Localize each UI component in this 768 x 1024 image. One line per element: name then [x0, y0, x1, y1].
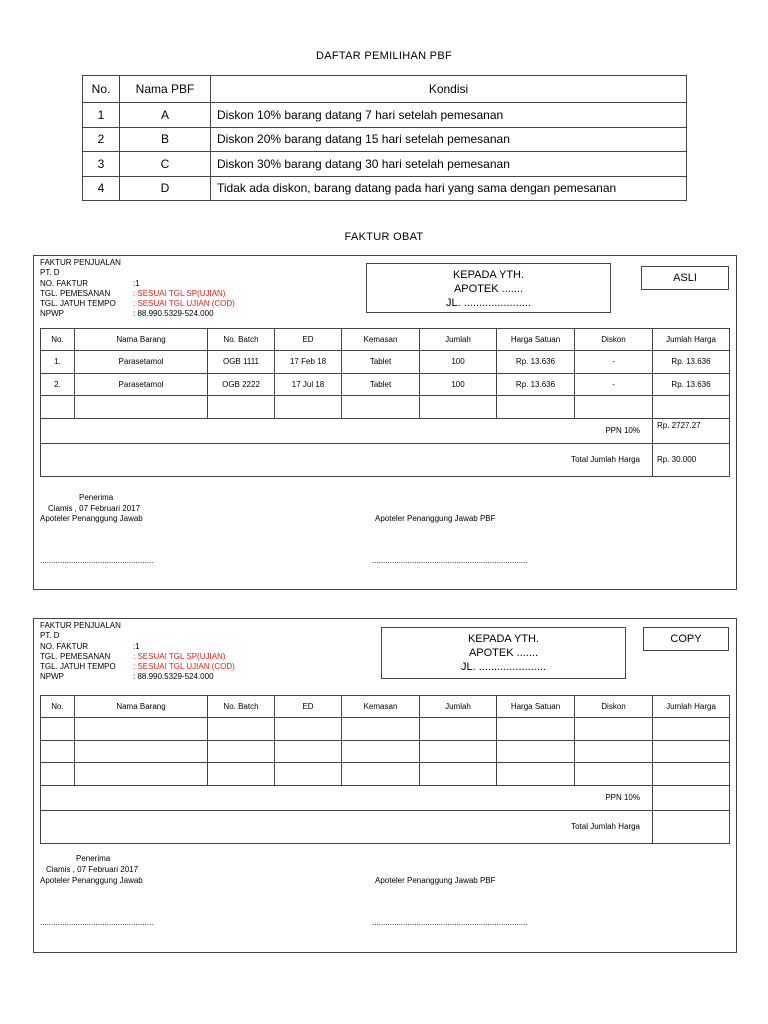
total-label: Total Jumlah Harga	[41, 443, 653, 476]
pbf-no: 3	[83, 152, 120, 177]
tgl-pemesanan-label: TGL. PEMESANAN	[40, 651, 111, 661]
item-nama: Parasetamol	[75, 351, 208, 374]
sign-right-line: ......................................................................	[372, 918, 528, 927]
col-no: No.	[41, 696, 75, 718]
tgl-pemesanan-value: : SESUAI TGL SP(UJIAN)	[133, 288, 226, 298]
sign-left-line: ...................................................	[40, 556, 154, 565]
table-row-empty	[41, 763, 730, 786]
ppn-label: PPN 10%	[41, 785, 653, 810]
item-ed: 17 Jul 18	[275, 373, 342, 396]
total-row	[41, 810, 730, 843]
no-faktur-label: NO. FAKTUR	[40, 641, 89, 651]
items-header	[41, 329, 730, 351]
pbf-kondisi: Diskon 30% barang datang 30 hari setelah pemesanan	[211, 152, 687, 177]
faktur-penjualan: FAKTUR PENJUALAN	[40, 258, 121, 267]
tgl-pemesanan-row	[40, 652, 235, 662]
pbf-kondisi: Diskon 20% barang datang 15 hari setelah pemesanan	[211, 127, 687, 152]
item-batch: OGB 2222	[208, 373, 275, 396]
col-jumlah: Jumlah	[420, 696, 497, 718]
item-batch: OGB 1111	[208, 351, 275, 374]
kepada-box	[366, 263, 611, 313]
tgl-jatuh-tempo-row	[40, 662, 235, 672]
sign-date: Ciamis , 07 Februari 2017	[46, 865, 139, 874]
tgl-jatuh-tempo-value: : SESUAI TGL UJIAN (COD)	[133, 299, 235, 309]
ppn-value: Rp. 2727.27	[653, 418, 730, 443]
npwp-value: : 88.990.5329-524.000	[133, 309, 214, 319]
table-row-empty	[41, 740, 730, 763]
faktur-penjualan: FAKTUR PENJUALAN	[40, 621, 121, 630]
tgl-pemesanan-row	[40, 289, 235, 299]
item-harga: Rp. 13.636	[497, 373, 575, 396]
table-row-empty	[41, 718, 730, 741]
tgl-pemesanan-value: : SESUAI TGL SP(UJIAN)	[133, 651, 226, 661]
no-faktur-row	[40, 642, 235, 652]
pbf-table-header	[83, 76, 687, 103]
no-faktur-value: :1	[133, 641, 140, 651]
no-faktur-row	[40, 279, 235, 289]
pbf-nama: C	[120, 152, 211, 177]
item-kemasan: Tablet	[342, 351, 420, 374]
table-row	[41, 373, 730, 396]
item-no: 1.	[41, 351, 75, 374]
pbf-nama: D	[120, 176, 211, 201]
sign-date: Ciamis , 07 Februari 2017	[48, 504, 141, 513]
copy-tag: COPY	[643, 627, 729, 651]
tgl-jatuh-tempo-label: TGL. JATUH TEMPO	[40, 662, 116, 672]
item-diskon: -	[575, 351, 653, 374]
kepada-line2: APOTEK .......	[453, 283, 524, 295]
col-nama-barang: Nama Barang	[75, 696, 208, 718]
kepada-line1: KEPADA YTH.	[467, 633, 540, 645]
npwp-label: NPWP	[40, 309, 64, 319]
col-jumlah-harga: Jumlah Harga	[653, 329, 730, 351]
pbf-row	[83, 152, 687, 177]
item-total: Rp. 13.636	[653, 351, 730, 374]
item-total: Rp. 13.636	[653, 373, 730, 396]
pt-name: PT. D	[40, 268, 60, 278]
pt-name: PT. D	[40, 631, 60, 641]
items-table-asli	[40, 328, 730, 477]
col-harga-satuan: Harga Satuan	[497, 696, 575, 718]
col-no-batch: No. Batch	[208, 329, 275, 351]
pbf-header-nama: Nama PBF	[120, 76, 211, 103]
penerima-label: Penerima	[76, 854, 111, 863]
faktur-title: FAKTUR OBAT	[344, 231, 424, 243]
col-nama-barang: Nama Barang	[75, 329, 208, 351]
pbf-row	[83, 127, 687, 152]
kepada-line2: APOTEK .......	[468, 647, 539, 659]
col-kemasan: Kemasan	[342, 696, 420, 718]
pbf-kondisi: Tidak ada diskon, barang datang pada hari yang sama dengan pemesanan	[211, 176, 687, 201]
item-jumlah: 100	[420, 373, 497, 396]
kepada-line3: JL. ......................	[461, 661, 546, 673]
tgl-jatuh-tempo-row	[40, 299, 235, 309]
npwp-label: NPWP	[40, 672, 64, 682]
item-kemasan: Tablet	[342, 373, 420, 396]
kepada-box	[381, 627, 626, 679]
ppn-value-empty	[653, 785, 730, 810]
npwp-row	[40, 672, 235, 682]
table-row-empty	[41, 396, 730, 419]
col-ed: ED	[275, 696, 342, 718]
col-jumlah: Jumlah	[420, 329, 497, 351]
total-label: Total Jumlah Harga	[41, 810, 653, 843]
ppn-label: PPN 10%	[41, 418, 653, 443]
sign-right-label: Apoteler Penanggung Jawab PBF	[375, 514, 496, 523]
item-jumlah: 100	[420, 351, 497, 374]
item-ed: 17 Feb 18	[275, 351, 342, 374]
sign-left-label: Apoteler Penanggung Jawab	[40, 876, 143, 885]
col-diskon: Diskon	[575, 696, 653, 718]
penerima-label: Penerima	[79, 493, 114, 502]
pbf-no: 2	[83, 127, 120, 152]
no-faktur-value: :1	[133, 278, 140, 288]
items-table-copy	[40, 695, 730, 844]
total-value-empty	[653, 810, 730, 843]
sign-left-label: Apoteler Penanggung Jawab	[40, 514, 143, 523]
pbf-row	[83, 103, 687, 128]
pbf-kondisi: Diskon 10% barang datang 7 hari setelah pemesanan	[211, 103, 687, 128]
col-kemasan: Kemasan	[342, 329, 420, 351]
item-harga: Rp. 13.636	[497, 351, 575, 374]
total-row	[41, 443, 730, 476]
pbf-table	[82, 75, 687, 201]
sign-right-line: ......................................................................	[372, 556, 528, 565]
invoice-header	[40, 258, 235, 320]
invoice-header	[40, 621, 235, 683]
pbf-no: 1	[83, 103, 120, 128]
kepada-line1: KEPADA YTH.	[452, 269, 525, 281]
pbf-row	[83, 176, 687, 201]
kepada-line3: JL. ......................	[446, 297, 531, 309]
items-header	[41, 696, 730, 718]
pbf-header-no: No.	[83, 76, 120, 103]
col-jumlah-harga: Jumlah Harga	[653, 696, 730, 718]
asli-tag: ASLI	[641, 266, 729, 290]
tgl-jatuh-tempo-label: TGL. JATUH TEMPO	[40, 299, 116, 309]
sign-right-label: Apoteler Penanggung Jawab PBF	[375, 876, 496, 885]
col-harga-satuan: Harga Satuan	[497, 329, 575, 351]
col-no: No.	[41, 329, 75, 351]
item-no: 2.	[41, 373, 75, 396]
npwp-row	[40, 309, 235, 319]
no-faktur-label: NO. FAKTUR	[40, 278, 89, 288]
pbf-title: DAFTAR PEMILIHAN PBF	[316, 50, 452, 62]
invoice-asli	[33, 255, 737, 590]
sign-left-line: ...................................................	[40, 918, 154, 927]
tgl-jatuh-tempo-value: : SESUAI TGL UJIAN (COD)	[133, 662, 235, 672]
table-row	[41, 351, 730, 374]
item-diskon: -	[575, 373, 653, 396]
col-no-batch: No. Batch	[208, 696, 275, 718]
ppn-row	[41, 418, 730, 443]
npwp-value: : 88.990.5329-524.000	[133, 672, 214, 682]
col-ed: ED	[275, 329, 342, 351]
pbf-no: 4	[83, 176, 120, 201]
total-value: Rp. 30.000	[653, 443, 730, 476]
invoice-copy	[33, 618, 737, 953]
pbf-nama: B	[120, 127, 211, 152]
ppn-row	[41, 785, 730, 810]
pbf-header-kondisi: Kondisi	[211, 76, 687, 103]
item-nama: Parasetamol	[75, 373, 208, 396]
pbf-nama: A	[120, 103, 211, 128]
tgl-pemesanan-label: TGL. PEMESANAN	[40, 288, 111, 298]
col-diskon: Diskon	[575, 329, 653, 351]
